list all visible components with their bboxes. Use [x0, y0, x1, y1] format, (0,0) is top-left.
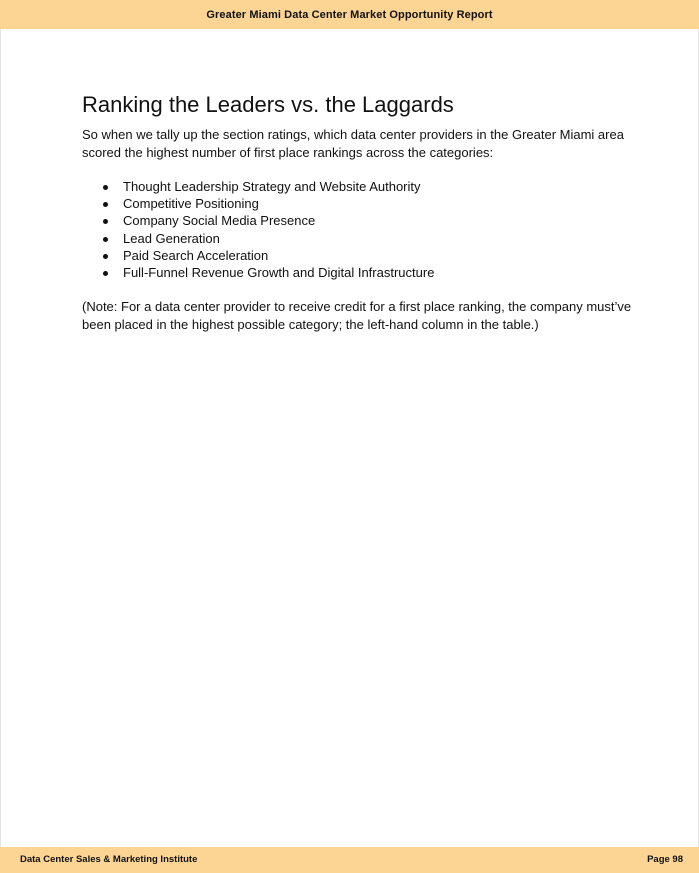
report-footer: [0, 847, 699, 873]
list-item: [82, 264, 642, 281]
list-item-label: Thought Leadership Strategy and Website Authority: [123, 179, 421, 194]
list-item: [82, 195, 642, 212]
category-list: [82, 178, 642, 281]
main-content: [82, 90, 642, 333]
list-item: [82, 247, 642, 264]
bullet-icon: [103, 219, 108, 224]
section-title: Ranking the Leaders vs. the Laggards: [82, 92, 454, 117]
list-item: [82, 212, 642, 229]
note-paragraph: (Note: For a data center provider to receive credit for a first place ranking, the company must’ve been placed in the highest possible category; the left-hand column in the table.): [82, 299, 632, 332]
page-number: Page 98: [647, 854, 683, 865]
list-item-label: Lead Generation: [123, 230, 220, 246]
list-item-label: Paid Search Acceleration: [123, 247, 269, 263]
bullet-icon: [103, 254, 108, 259]
intro-paragraph: So when we tally up the section ratings, which data center providers in the Greater Miami area scored the highest number of first place rankings across the categories:: [82, 127, 624, 160]
bullet-icon: [103, 202, 108, 207]
list-item-label: Competitive Positioning: [123, 196, 259, 212]
report-title: Greater Miami Data Center Market Opportunity Report: [206, 8, 493, 21]
list-item-label: Company Social Media Presence: [123, 213, 316, 229]
list-item: [82, 178, 642, 195]
list-item-label: Full-Funnel Revenue Growth and Digital Infrastructure: [123, 265, 435, 281]
bullet-icon: [103, 185, 108, 190]
bullet-icon: [103, 271, 108, 276]
list-item: [82, 230, 642, 247]
report-header: [0, 0, 699, 29]
footer-organization: Data Center Sales & Marketing Institute: [20, 854, 198, 865]
bullet-icon: [103, 237, 108, 242]
